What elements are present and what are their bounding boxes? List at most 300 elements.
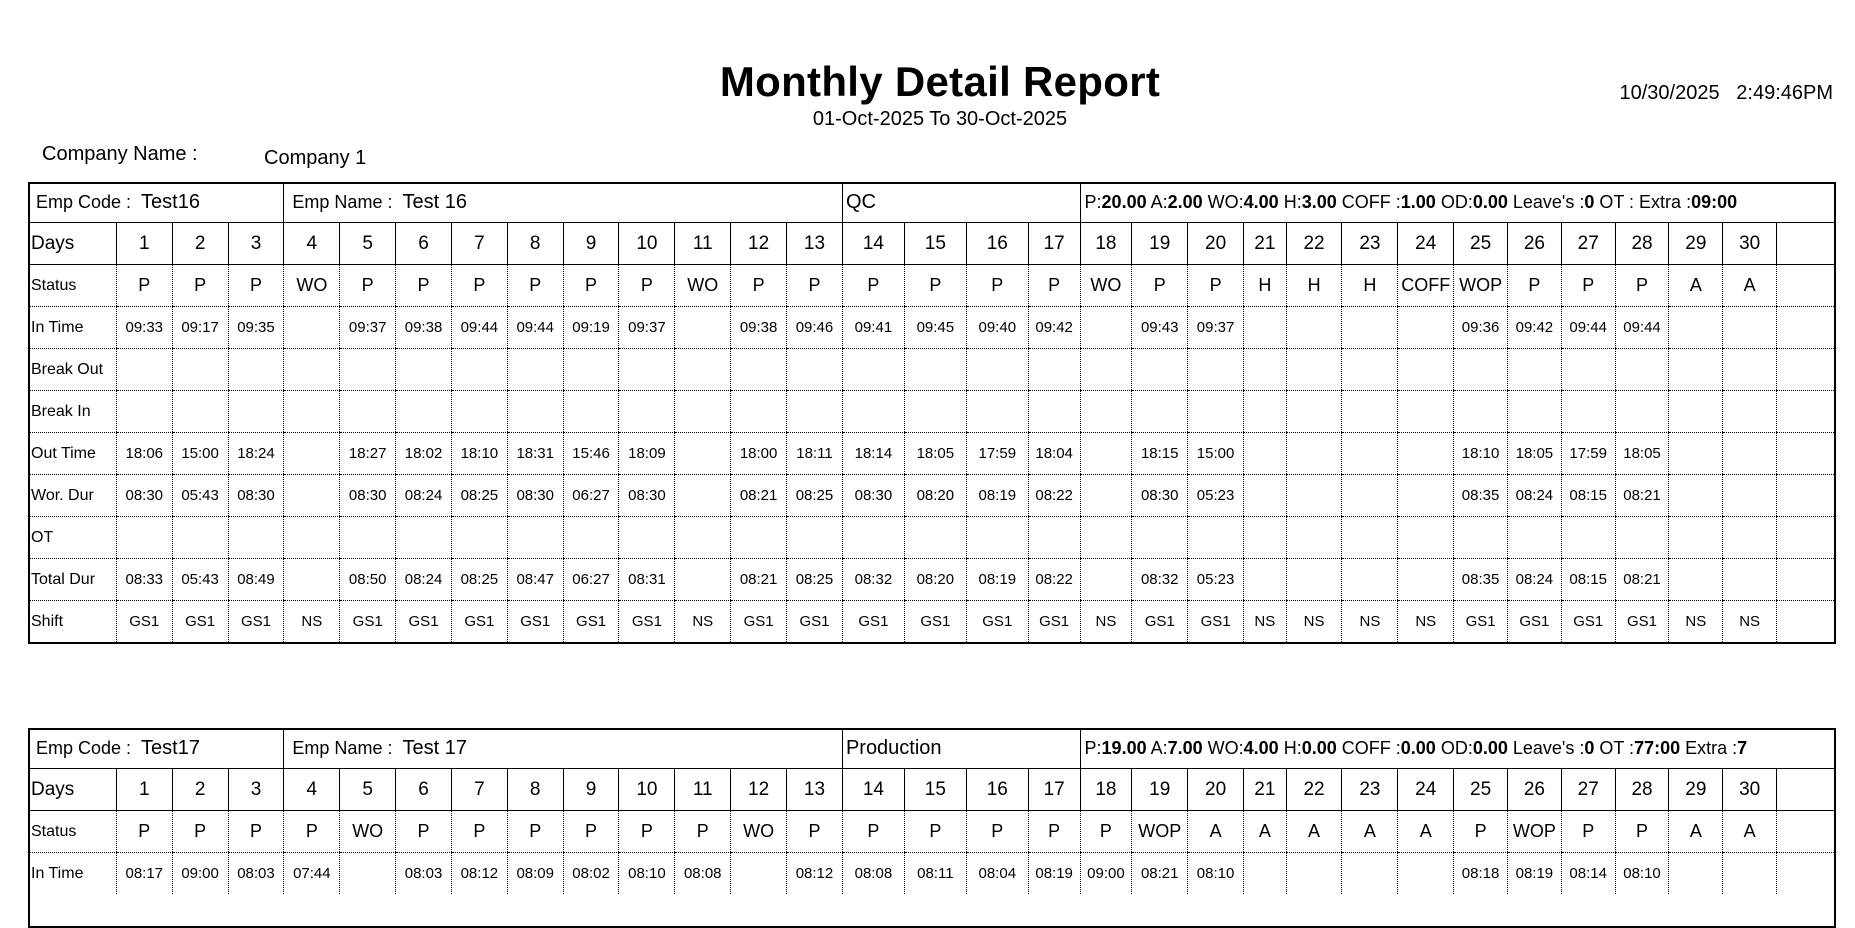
summary-key: WO: xyxy=(1202,192,1244,212)
empty-cell xyxy=(1777,307,1836,349)
status-cell: H xyxy=(1342,265,1398,307)
out-time-cell: 18:09 xyxy=(619,433,675,475)
ot-cell xyxy=(228,517,284,559)
day-number: 30 xyxy=(1723,769,1777,811)
in-time-cell xyxy=(675,307,731,349)
summary-value: 0.00 xyxy=(1472,738,1508,758)
print-time: 2:49:46PM xyxy=(1736,82,1833,104)
day-number: 26 xyxy=(1507,223,1561,265)
emp-name-cell xyxy=(284,183,843,223)
out-time-cell: 18:31 xyxy=(507,433,563,475)
summary-value: 20.00 xyxy=(1101,192,1147,212)
break-in-cell xyxy=(1723,391,1777,433)
ot-cell xyxy=(172,517,228,559)
summary-value: 0.00 xyxy=(1301,738,1337,758)
wor-dur-cell: 08:24 xyxy=(396,475,452,517)
total-dur-cell xyxy=(1286,559,1342,601)
status-cell: P xyxy=(1507,265,1561,307)
out-time-cell: 18:05 xyxy=(904,433,966,475)
in-time-label: In Time xyxy=(31,864,84,882)
status-cell: P xyxy=(619,811,675,853)
wor-dur-cell: 08:30 xyxy=(340,475,396,517)
ot-cell xyxy=(1080,517,1132,559)
shift-cell: GS1 xyxy=(731,601,787,643)
wor-dur-cell: 08:25 xyxy=(451,475,507,517)
in-time-cell xyxy=(1080,307,1132,349)
emp-code-label: Emp Code : xyxy=(36,738,132,758)
in-time-cell: 09:44 xyxy=(451,307,507,349)
out-time-label: Out Time xyxy=(28,433,116,475)
report-date-range: 01-Oct-2025 To 30-Oct-2025 xyxy=(812,108,1068,130)
days-row xyxy=(28,769,1836,811)
break-out-cell xyxy=(1342,349,1398,391)
status-cell: P xyxy=(842,811,904,853)
out-time-cell xyxy=(1286,433,1342,475)
break-in-cell xyxy=(1507,391,1561,433)
ot-cell xyxy=(1188,517,1244,559)
summary-key: Extra : xyxy=(1680,738,1738,758)
in-time-cell: 09:33 xyxy=(116,307,172,349)
in-time-cell: 09:44 xyxy=(1561,307,1615,349)
status-cell: A xyxy=(1342,811,1398,853)
print-timestamp xyxy=(1619,82,1833,105)
break-out-cell xyxy=(675,349,731,391)
wor-dur-cell: 08:30 xyxy=(507,475,563,517)
empty-cell xyxy=(1777,265,1836,307)
day-number: 20 xyxy=(1188,769,1244,811)
empty-cell xyxy=(1777,517,1836,559)
out-time-cell: 18:05 xyxy=(1615,433,1669,475)
total-dur-cell xyxy=(1080,559,1132,601)
break-out-cell xyxy=(731,349,787,391)
summary-key: OD: xyxy=(1435,738,1473,758)
shift-cell: NS xyxy=(284,601,340,643)
in-time-cell xyxy=(1342,853,1398,895)
wor-dur-cell: 08:20 xyxy=(904,475,966,517)
out-time-cell: 18:02 xyxy=(396,433,452,475)
status-cell: P xyxy=(1615,811,1669,853)
wor-dur-cell: 08:30 xyxy=(842,475,904,517)
ot-cell xyxy=(966,517,1028,559)
day-number: 29 xyxy=(1669,769,1723,811)
shift-cell: GS1 xyxy=(1561,601,1615,643)
day-number: 19 xyxy=(1132,223,1188,265)
status-cell: P xyxy=(451,811,507,853)
out-time-cell: 18:24 xyxy=(228,433,284,475)
total-dur-cell xyxy=(1342,559,1398,601)
break-out-cell xyxy=(340,349,396,391)
in-time-cell xyxy=(340,853,396,895)
day-number: 23 xyxy=(1342,769,1398,811)
day-number: 18 xyxy=(1080,223,1132,265)
ot-cell xyxy=(563,517,619,559)
status-cell: P xyxy=(731,265,787,307)
day-number: 16 xyxy=(966,769,1028,811)
in-time-row xyxy=(28,307,1836,349)
in-time-cell: 08:08 xyxy=(675,853,731,895)
day-number: 3 xyxy=(228,769,284,811)
day-number: 14 xyxy=(842,223,904,265)
out-time-cell: 17:59 xyxy=(966,433,1028,475)
status-cell: P xyxy=(787,811,843,853)
status-label: Status xyxy=(28,265,116,307)
day-number: 27 xyxy=(1561,769,1615,811)
status-cell: A xyxy=(1669,265,1723,307)
ot-row xyxy=(28,517,1836,559)
total-dur-cell: 08:19 xyxy=(966,559,1028,601)
employee-header-row xyxy=(28,729,1836,769)
empty-cell xyxy=(1777,853,1836,895)
summary-key: OD: xyxy=(1435,192,1473,212)
ot-cell xyxy=(451,517,507,559)
total-dur-cell: 08:31 xyxy=(619,559,675,601)
out-time-cell: 18:14 xyxy=(842,433,904,475)
break-in-cell xyxy=(904,391,966,433)
status-cell: WOP xyxy=(1454,265,1508,307)
break-in-cell xyxy=(1028,391,1080,433)
break-in-cell xyxy=(1669,391,1723,433)
out-time-cell: 18:00 xyxy=(731,433,787,475)
day-number: 17 xyxy=(1028,223,1080,265)
day-number: 25 xyxy=(1454,769,1508,811)
in-time-cell: 09:44 xyxy=(507,307,563,349)
break-out-cell xyxy=(1669,349,1723,391)
day-number: 21 xyxy=(1244,223,1287,265)
shift-cell: NS xyxy=(675,601,731,643)
shift-label: Shift xyxy=(31,612,64,630)
day-number: 2 xyxy=(172,223,228,265)
summary-value: 2.00 xyxy=(1167,192,1203,212)
in-time-cell: 08:02 xyxy=(563,853,619,895)
break-in-cell xyxy=(1286,391,1342,433)
status-cell: A xyxy=(1188,811,1244,853)
in-time-cell xyxy=(1286,853,1342,895)
in-time-cell xyxy=(1669,307,1723,349)
summary-value: 77:00 xyxy=(1634,738,1681,758)
day-number: 6 xyxy=(396,769,452,811)
in-time-cell xyxy=(1244,853,1287,895)
break-out-cell xyxy=(1454,349,1508,391)
break-in-cell xyxy=(1561,391,1615,433)
ot-cell xyxy=(1244,517,1287,559)
in-time-cell: 08:09 xyxy=(507,853,563,895)
department-value: QC xyxy=(845,191,876,213)
status-cell: P xyxy=(116,265,172,307)
break-out-cell xyxy=(842,349,904,391)
day-number: 22 xyxy=(1286,223,1342,265)
day-number: 28 xyxy=(1615,769,1669,811)
status-cell: P xyxy=(966,265,1028,307)
break-in-cell xyxy=(172,391,228,433)
in-time-cell: 07:44 xyxy=(284,853,340,895)
day-number: 12 xyxy=(731,769,787,811)
day-number: 7 xyxy=(451,769,507,811)
day-number: 7 xyxy=(451,223,507,265)
in-time-cell: 08:03 xyxy=(396,853,452,895)
in-time-cell xyxy=(731,853,787,895)
break-in-cell xyxy=(451,391,507,433)
ot-cell xyxy=(675,517,731,559)
in-time-cell xyxy=(1398,307,1454,349)
break-out-cell xyxy=(787,349,843,391)
wor-dur-cell xyxy=(1286,475,1342,517)
ot-cell xyxy=(1615,517,1669,559)
in-time-cell: 08:11 xyxy=(904,853,966,895)
in-time-cell: 09:46 xyxy=(787,307,843,349)
status-cell: P xyxy=(507,811,563,853)
day-number: 15 xyxy=(904,223,966,265)
day-number: 16 xyxy=(966,223,1028,265)
empty-cell xyxy=(1777,601,1836,643)
status-row xyxy=(28,265,1836,307)
emp-code-label: Emp Code : xyxy=(36,192,132,212)
wor-dur-cell xyxy=(1669,475,1723,517)
report-title: Monthly Detail Report xyxy=(719,58,1161,105)
total-dur-row xyxy=(28,559,1836,601)
day-number: 12 xyxy=(731,223,787,265)
day-number: 1 xyxy=(116,769,172,811)
empty-cell xyxy=(1777,811,1836,853)
in-time-label: In Time xyxy=(28,307,116,349)
ot-label: OT xyxy=(28,517,116,559)
shift-cell: GS1 xyxy=(787,601,843,643)
in-time-cell: 09:37 xyxy=(340,307,396,349)
in-time-cell: 09:42 xyxy=(1507,307,1561,349)
day-number: 15 xyxy=(904,769,966,811)
day-number: 5 xyxy=(340,223,396,265)
out-time-cell xyxy=(1723,433,1777,475)
ot-cell xyxy=(116,517,172,559)
day-number: 23 xyxy=(1342,223,1398,265)
break-out-cell xyxy=(284,349,340,391)
ot-cell xyxy=(1342,517,1398,559)
summary-key: P: xyxy=(1084,738,1102,758)
ot-cell xyxy=(904,517,966,559)
shift-cell: GS1 xyxy=(116,601,172,643)
shift-cell: GS1 xyxy=(1028,601,1080,643)
wor-dur-row xyxy=(28,475,1836,517)
total-dur-cell xyxy=(1723,559,1777,601)
out-time-cell xyxy=(1342,433,1398,475)
summary-value: 3.00 xyxy=(1301,192,1337,212)
total-dur-cell: 08:21 xyxy=(731,559,787,601)
in-time-cell: 09:35 xyxy=(228,307,284,349)
break-out-cell xyxy=(172,349,228,391)
status-row xyxy=(28,811,1836,853)
shift-cell: GS1 xyxy=(1188,601,1244,643)
total-dur-cell: 08:32 xyxy=(1132,559,1188,601)
in-time-cell: 09:40 xyxy=(966,307,1028,349)
status-cell: P xyxy=(1188,265,1244,307)
wor-dur-label: Wor. Dur xyxy=(28,475,116,517)
wor-dur-cell: 08:15 xyxy=(1561,475,1615,517)
ot-cell xyxy=(1286,517,1342,559)
in-time-cell: 08:10 xyxy=(1615,853,1669,895)
break-in-cell xyxy=(1454,391,1508,433)
wor-dur-cell: 08:30 xyxy=(116,475,172,517)
shift-cell: GS1 xyxy=(507,601,563,643)
day-number: 2 xyxy=(172,769,228,811)
in-time-cell xyxy=(1286,307,1342,349)
status-cell: P xyxy=(228,265,284,307)
out-time-cell: 15:00 xyxy=(172,433,228,475)
in-time-cell: 08:17 xyxy=(116,853,172,895)
status-cell: P xyxy=(1615,265,1669,307)
shift-cell: NS xyxy=(1723,601,1777,643)
break-in-label: Break In xyxy=(28,391,116,433)
in-time-cell: 09:45 xyxy=(904,307,966,349)
department-value: Production xyxy=(845,737,942,759)
break-in-cell xyxy=(966,391,1028,433)
day-number: 21 xyxy=(1244,769,1287,811)
summary-value: 7 xyxy=(1737,738,1748,758)
status-cell: P xyxy=(340,265,396,307)
empty-cell xyxy=(1777,391,1836,433)
day-number: 10 xyxy=(619,769,675,811)
break-out-cell xyxy=(451,349,507,391)
day-number: 5 xyxy=(340,769,396,811)
wor-dur-cell xyxy=(1080,475,1132,517)
status-cell: P xyxy=(451,265,507,307)
employee-block xyxy=(28,183,1836,642)
ot-cell xyxy=(787,517,843,559)
in-time-row xyxy=(28,853,1836,895)
shift-cell: GS1 xyxy=(396,601,452,643)
in-time-cell: 08:12 xyxy=(451,853,507,895)
emp-code-cell xyxy=(28,183,284,223)
break-in-cell xyxy=(396,391,452,433)
in-time-cell: 09:17 xyxy=(172,307,228,349)
break-out-cell xyxy=(1028,349,1080,391)
shift-cell: GS1 xyxy=(451,601,507,643)
summary-key: WO: xyxy=(1202,738,1244,758)
status-cell: COFF xyxy=(1398,265,1454,307)
break-out-cell xyxy=(1132,349,1188,391)
shift-cell: GS1 xyxy=(1454,601,1508,643)
shift-cell: NS xyxy=(1080,601,1132,643)
break-in-cell xyxy=(675,391,731,433)
out-time-cell: 15:00 xyxy=(1188,433,1244,475)
total-dur-cell: 08:49 xyxy=(228,559,284,601)
status-cell: P xyxy=(787,265,843,307)
status-cell: P xyxy=(904,265,966,307)
break-out-cell xyxy=(966,349,1028,391)
day-number: 14 xyxy=(842,769,904,811)
wor-dur-cell: 08:21 xyxy=(731,475,787,517)
break-in-cell xyxy=(1188,391,1244,433)
total-dur-label: Total Dur xyxy=(28,559,116,601)
summary-value: 0 xyxy=(1584,738,1595,758)
break-in-cell xyxy=(340,391,396,433)
day-number: 18 xyxy=(1080,769,1132,811)
summary-value: 4.00 xyxy=(1243,192,1279,212)
day-number: 8 xyxy=(507,223,563,265)
day-number: 1 xyxy=(116,223,172,265)
break-out-cell xyxy=(507,349,563,391)
wor-dur-cell: 08:35 xyxy=(1454,475,1508,517)
in-time-cell: 09:43 xyxy=(1132,307,1188,349)
out-time-cell xyxy=(675,433,731,475)
break-out-cell xyxy=(1398,349,1454,391)
day-number: 4 xyxy=(284,223,340,265)
status-cell: WO xyxy=(340,811,396,853)
status-cell: P xyxy=(966,811,1028,853)
out-time-cell: 18:10 xyxy=(451,433,507,475)
summary-value: 0.00 xyxy=(1472,192,1508,212)
shift-cell: GS1 xyxy=(172,601,228,643)
emp-name-label: Emp Name : xyxy=(292,738,393,758)
summary-key: OT : Extra : xyxy=(1594,192,1692,212)
ot-cell xyxy=(842,517,904,559)
out-time-cell xyxy=(1398,433,1454,475)
day-number: 6 xyxy=(396,223,452,265)
days-label: Days xyxy=(28,223,116,265)
total-dur-cell: 08:25 xyxy=(451,559,507,601)
summary-key: OT : xyxy=(1594,738,1635,758)
break-in-cell xyxy=(563,391,619,433)
shift-cell: GS1 xyxy=(904,601,966,643)
empty-cell xyxy=(1777,559,1836,601)
break-in-cell xyxy=(842,391,904,433)
total-dur-cell: 08:47 xyxy=(507,559,563,601)
break-out-cell xyxy=(1561,349,1615,391)
out-time-cell: 18:27 xyxy=(340,433,396,475)
break-in-cell xyxy=(1342,391,1398,433)
day-number: 25 xyxy=(1454,223,1508,265)
break-in-cell xyxy=(284,391,340,433)
break-out-cell xyxy=(116,349,172,391)
break-out-cell xyxy=(563,349,619,391)
in-time-cell: 09:37 xyxy=(619,307,675,349)
employee-header-row xyxy=(28,183,1836,223)
ot-cell xyxy=(619,517,675,559)
total-dur-cell xyxy=(675,559,731,601)
break-in-cell xyxy=(1398,391,1454,433)
out-time-cell: 18:05 xyxy=(1507,433,1561,475)
break-out-row xyxy=(28,349,1836,391)
wor-dur-cell xyxy=(1723,475,1777,517)
total-dur-cell: 06:27 xyxy=(563,559,619,601)
status-cell: P xyxy=(172,265,228,307)
summary-value: 4.00 xyxy=(1243,738,1279,758)
break-in-cell xyxy=(116,391,172,433)
in-time-cell: 08:08 xyxy=(842,853,904,895)
status-cell: P xyxy=(675,811,731,853)
total-dur-cell xyxy=(1244,559,1287,601)
shift-cell: NS xyxy=(1244,601,1287,643)
total-dur-cell: 08:35 xyxy=(1454,559,1508,601)
empty-cell xyxy=(1777,475,1836,517)
out-time-cell: 17:59 xyxy=(1561,433,1615,475)
status-cell: P xyxy=(284,811,340,853)
out-time-cell xyxy=(1669,433,1723,475)
day-number: 19 xyxy=(1132,769,1188,811)
ot-cell xyxy=(1561,517,1615,559)
day-number: 26 xyxy=(1507,769,1561,811)
in-time-cell: 09:00 xyxy=(1080,853,1132,895)
out-time-cell: 18:04 xyxy=(1028,433,1080,475)
total-dur-cell: 08:50 xyxy=(340,559,396,601)
status-cell: WOP xyxy=(1507,811,1561,853)
in-time-cell: 08:03 xyxy=(228,853,284,895)
employee-block xyxy=(28,729,1836,894)
day-number: 24 xyxy=(1398,769,1454,811)
in-time-cell: 08:19 xyxy=(1507,853,1561,895)
out-time-cell xyxy=(1080,433,1132,475)
print-date: 10/30/2025 xyxy=(1619,82,1720,104)
in-time-cell xyxy=(1342,307,1398,349)
wor-dur-cell: 08:30 xyxy=(1132,475,1188,517)
